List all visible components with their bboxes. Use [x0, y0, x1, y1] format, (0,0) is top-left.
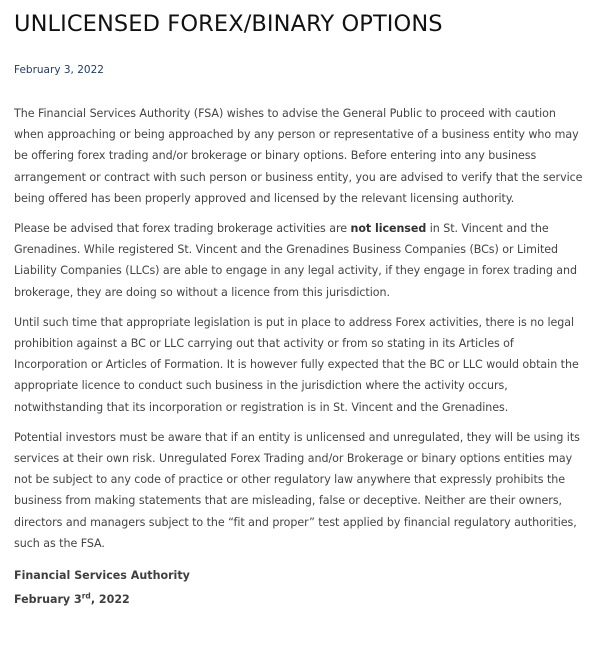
paragraph-intro: The Financial Services Authority (FSA) wishes to advise the General Public to proceed with caution when approaching or being approached by any person or representative of a business entity who may be offering forex trading and/or brokerage or binary options. Before entering into any business arrangement or contract with such person or business entity, you are advised to verify that the service being offered has been properly approved and licensed by the relevant licensing authority. — [14, 107, 583, 205]
paragraph-not-licensed — [14, 218, 589, 303]
emphasis-not-licensed: not licensed — [350, 222, 427, 236]
signature-date-ordinal: rd — [81, 591, 91, 601]
signature-date-text: February 3 — [14, 593, 82, 607]
signature-org: Financial Services Authority — [14, 569, 190, 583]
paragraph-text: Please be advised that forex trading brokerage activities are — [14, 222, 351, 236]
signature-date-year: , 2022 — [90, 593, 130, 607]
paragraph-legislation: Until such time that appropriate legislation is put in place to address Forex activities, there is no legal prohibition against a BC or LLC carrying out that activity or from so stating in its Articles of Incorporation or Articles of Formation. It is however fully expected that the BC or LLC would obtain the appropriate licence to conduct such business in the jurisdiction where the activity occurs, notwithstanding that its incorporation or registration is in St. Vincent and the Grenadines. — [14, 315, 579, 414]
paragraph-investor-warning: Potential investors must be aware that if an entity is unlicensed and unregulated, they will be using its services at their own risk. Unregulated Forex Trading and/or Brokerage or binary options entities may not be subject to any code of practice or other regulatory law anywhere that expressly prohibits the business from making statements that are misleading, false or deceptive. Neither are their owners, directors and managers subject to the “fit and proper” test applied by financial regulatory authorities, such as the FSA. — [14, 430, 580, 550]
page-title: UNLICENSED FOREX/BINARY OPTIONS — [14, 11, 443, 37]
publish-date: February 3, 2022 — [14, 64, 104, 76]
signature-date — [14, 590, 589, 610]
paragraph-text: in St. Vincent and the Grenadines. While registered St. Vincent and the Grenadines Business Companies (BCs) or Limited Liability Companies (LLCs) are able to engage in any legal activity, if they engage in forex trading and brokerage, they are doing so without a licence from this jurisdiction. — [14, 222, 578, 299]
